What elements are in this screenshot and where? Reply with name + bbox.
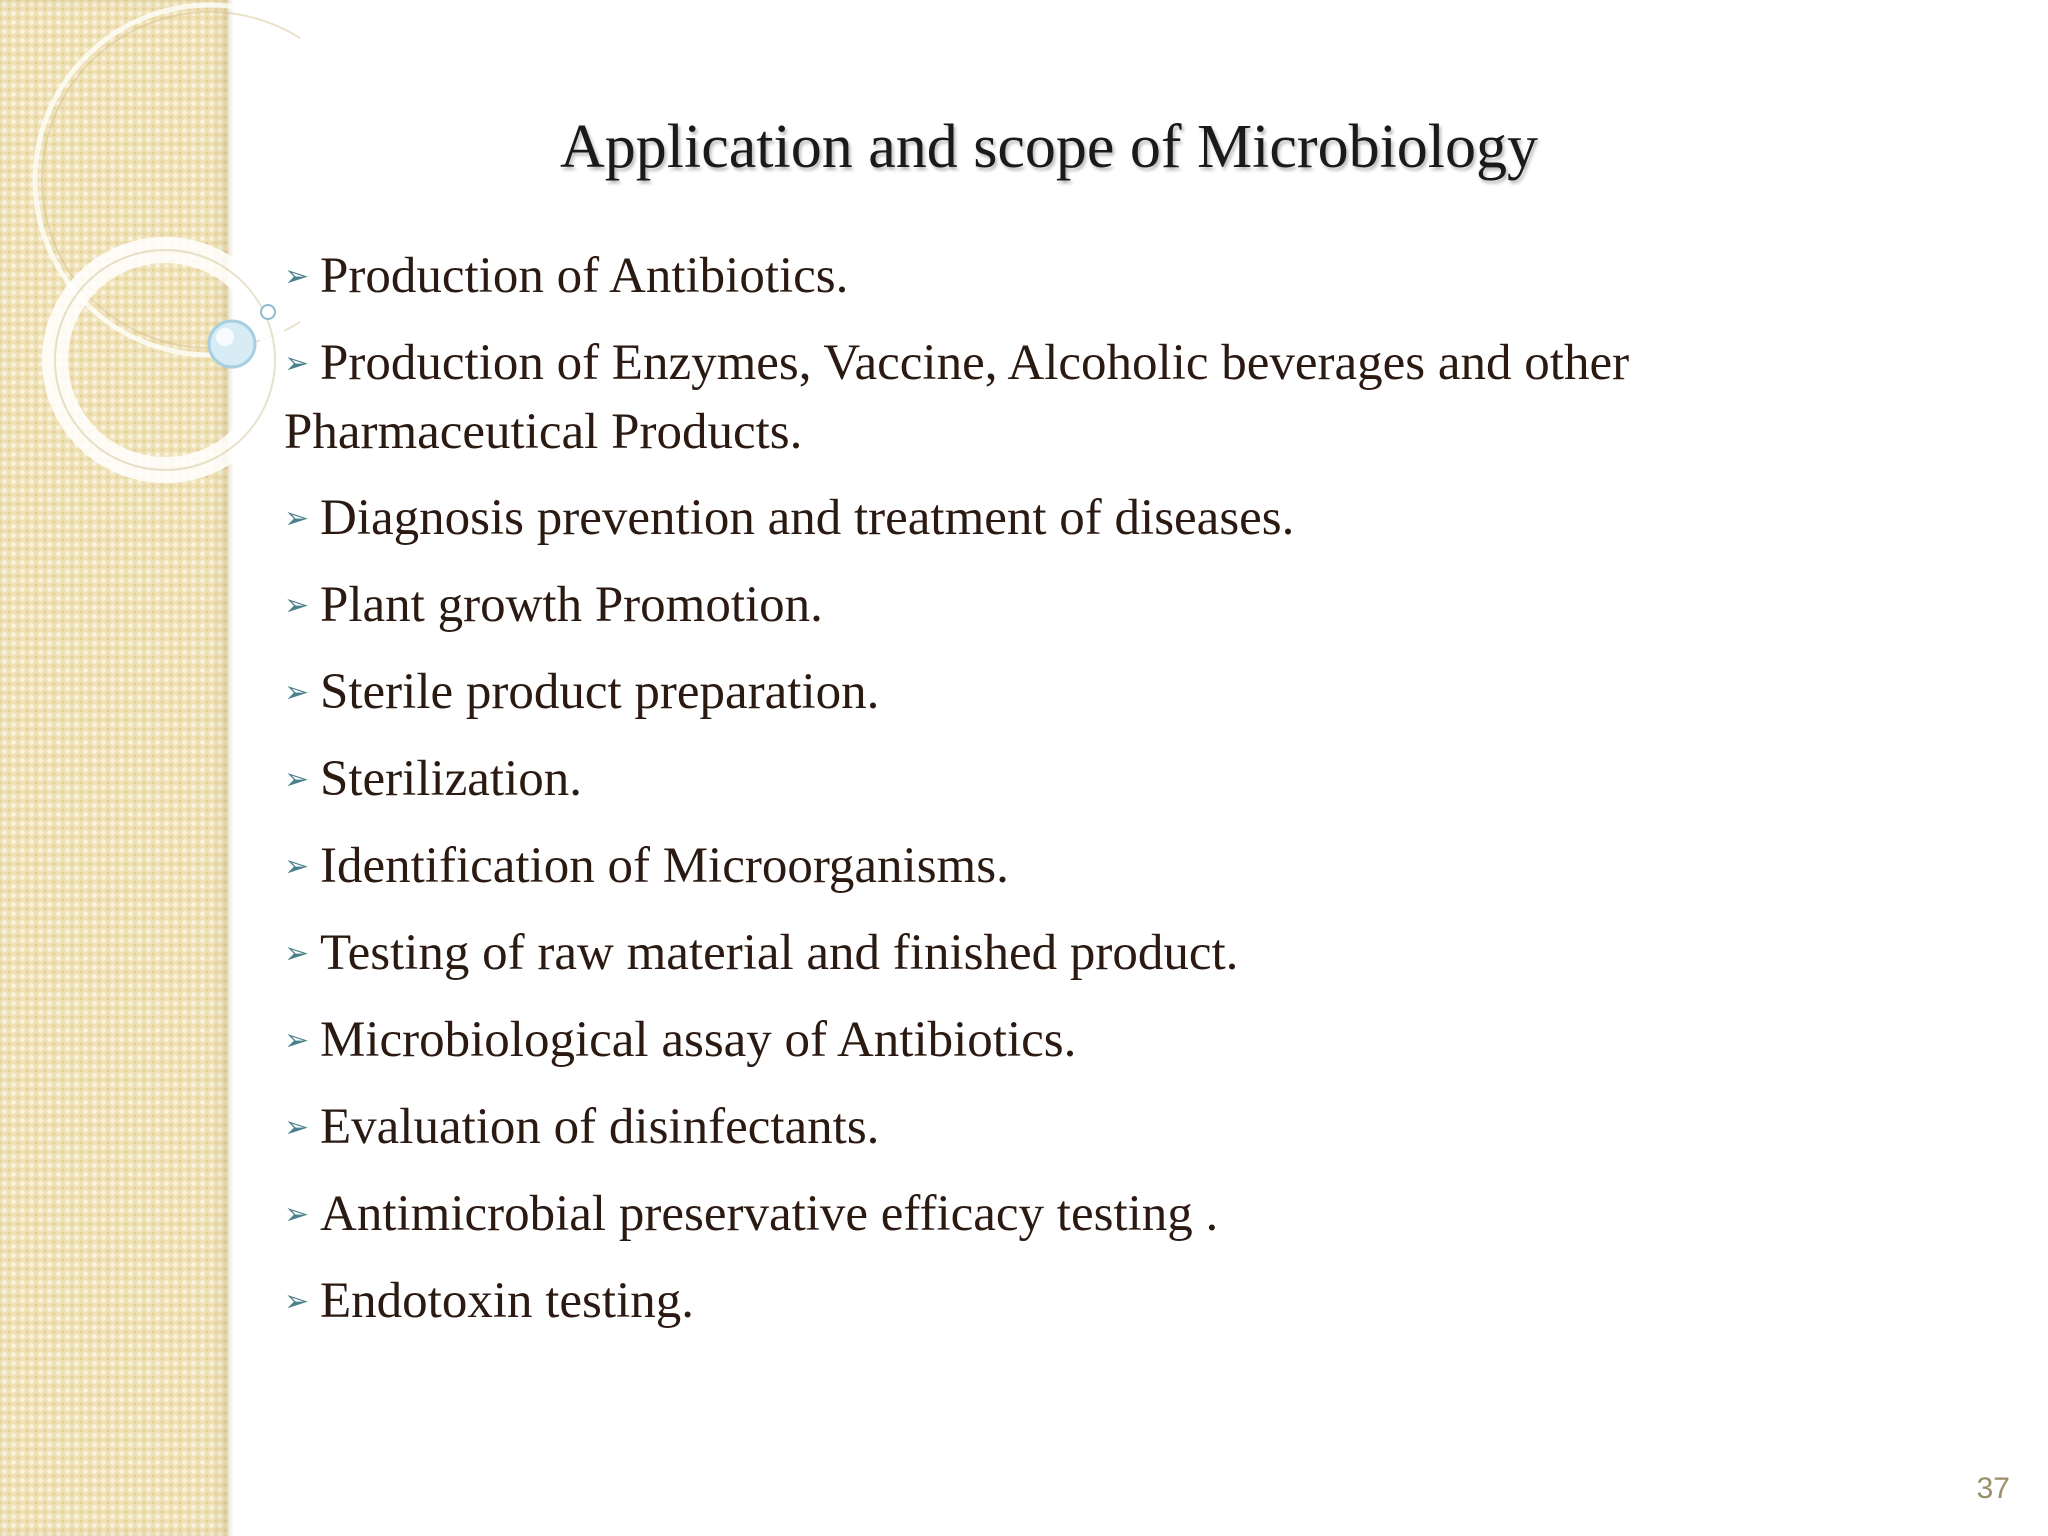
list-item xyxy=(284,329,1844,466)
arrow-bullet-icon: ➢ xyxy=(284,763,310,796)
list-item xyxy=(284,832,1844,901)
arrow-bullet-icon: ➢ xyxy=(284,937,310,970)
list-item xyxy=(284,242,1844,311)
arrow-bullet-icon: ➢ xyxy=(284,676,310,709)
list-item-text: Diagnosis prevention and treatment of diseases. xyxy=(320,490,1295,546)
page-number: 37 xyxy=(1976,1472,2010,1505)
arrow-bullet-icon: ➢ xyxy=(284,1111,310,1144)
list-item-text: Sterilization. xyxy=(320,751,583,807)
list-item xyxy=(284,1006,1844,1075)
arrow-bullet-icon: ➢ xyxy=(284,502,310,535)
slide-title: Application and scope of Microbiology xyxy=(560,113,1539,181)
decorative-rings-icon xyxy=(0,0,300,520)
list-item-text: Production of Antibiotics. xyxy=(320,248,849,304)
arrow-bullet-icon: ➢ xyxy=(284,1024,310,1057)
list-item xyxy=(284,1180,1844,1249)
list-item-text: Identification of Microorganisms. xyxy=(320,838,1009,894)
list-item-text: Antimicrobial preservative efficacy testing . xyxy=(320,1186,1219,1242)
list-item-text: Testing of raw material and finished product. xyxy=(320,925,1239,981)
list-item xyxy=(284,571,1844,640)
list-item-text: Evaluation of disinfectants. xyxy=(320,1099,880,1155)
arrow-bullet-icon: ➢ xyxy=(284,850,310,883)
arrow-bullet-icon: ➢ xyxy=(284,1285,310,1318)
list-item xyxy=(284,919,1844,988)
list-item-text: Plant growth Promotion. xyxy=(320,577,823,633)
list-item-text: Production of Enzymes, Vaccine, Alcoholic beverages and other Pharmaceutical Products. xyxy=(284,335,1630,460)
list-item-text: Sterile product preparation. xyxy=(320,664,880,720)
list-item xyxy=(284,1093,1844,1162)
list-item xyxy=(284,484,1844,553)
list-item xyxy=(284,1267,1844,1336)
arrow-bullet-icon: ➢ xyxy=(284,260,310,293)
list-item xyxy=(284,658,1844,727)
list-item-text: Endotoxin testing. xyxy=(320,1273,694,1329)
arrow-bullet-icon: ➢ xyxy=(284,589,310,622)
list-item-text: Microbiological assay of Antibiotics. xyxy=(320,1012,1077,1068)
arrow-bullet-icon: ➢ xyxy=(284,347,310,380)
arrow-bullet-icon: ➢ xyxy=(284,1198,310,1231)
list-item xyxy=(284,745,1844,814)
bullet-list xyxy=(284,242,1844,1354)
